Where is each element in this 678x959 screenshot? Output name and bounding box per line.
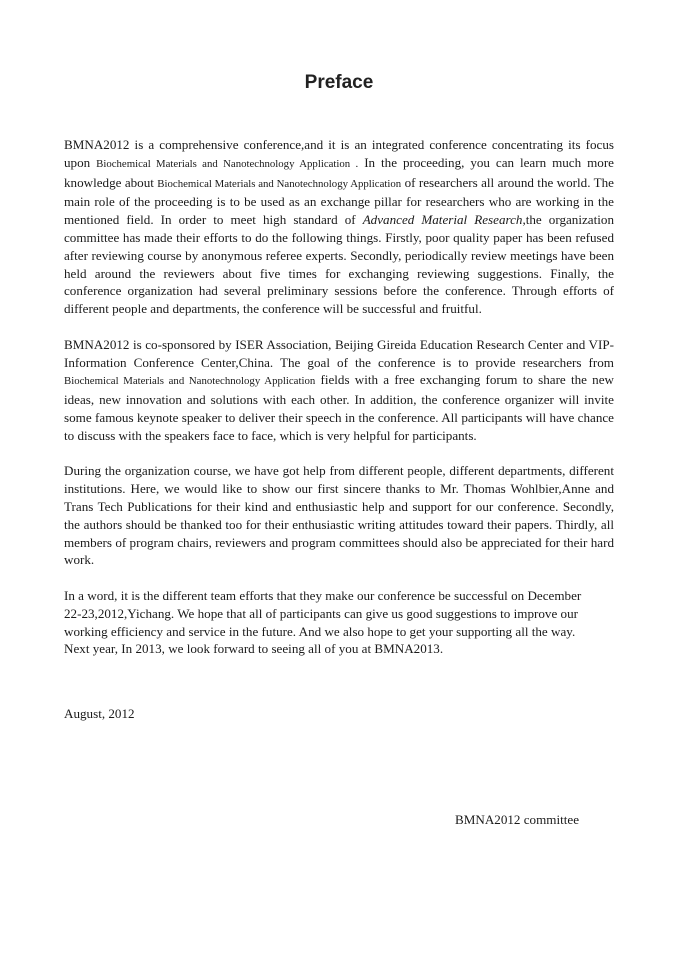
document-body [64, 136, 614, 676]
page-title: Preface [304, 72, 374, 93]
paragraph-1-text-b: In the proceeding, you can learn much more knowledge about [64, 154, 614, 190]
committee-signature: BMNA2012 committee [455, 812, 580, 827]
closing-line-1: In a word, it is the different team efforts that they make our conference be successful on December [64, 587, 582, 603]
paragraph-2 [64, 336, 614, 445]
paragraph-2-topic: Biochemical Materials and Nanotechnology Application [64, 375, 316, 388]
document-date: August, 2012 [64, 706, 135, 721]
paragraph-1 [64, 136, 614, 318]
paragraph-4 [64, 587, 614, 658]
paragraph-1-text-c: of researchers all around the world. The main role of the proceeding is to be used as an exchange pillar for researchers who are working in the mentioned field. In order to meet high standard of [64, 174, 614, 228]
paragraph-1-topic-2: Biochemical Materials and Nanotechnology Application [157, 177, 402, 190]
paragraph-2-text-a: BMNA2012 is co-sponsored by ISER Association, Beijing Gireida Education Research Center and VIP-Information Conference Center,China. The goal of the conference is to provide researchers from [64, 336, 614, 370]
paragraph-1-text-a: BMNA2012 is a comprehensive conference,and it is an integrated conference concentrating its focus upon [64, 137, 614, 170]
closing-line-4: Next year, In 2013, we look forward to seeing all of you at BMNA2013. [64, 641, 444, 657]
paragraph-1-text-d: the organization committee has made their efforts to do the following things. Firstly, poor quality paper has been refused after reviewing course by anonymous referee experts. Secondly, periodically review meetings have been held around the reviewers about five times for exchanging reviewing suggestions. Finally, the conference organization had several preliminary sessions before the conference. Through efforts of different people and departments, the conference will be successful and fruitful. [64, 212, 614, 317]
paragraph-1-journal-name: Advanced Material Research, [362, 212, 526, 228]
closing-line-2: 22-23,2012,Yichang. We hope that all of participants can give us good suggestions to improve our [64, 605, 578, 621]
closing-line-3: working efficiency and service in the future. And we also hope to get your supporting all the way. [64, 623, 576, 639]
paragraph-3 [64, 462, 614, 569]
paragraph-3-text: During the organization course, we have got help from different people, different departments, different institutions. Here, we would like to show our first sincere thanks to Mr. Thomas Wohlbier,Anne and Trans Tech Publications for their kind and enthusiastic help and support for our conference. Secondly, the authors should be thanked too for their enthusiastic writing attitudes toward their papers. Thirdly, all members of program chairs, reviewers and program committees should also be appreciated for their hard work. [64, 463, 614, 568]
paragraph-1-topic-1: Biochemical Materials and Nanotechnology Application . [96, 157, 359, 170]
paragraph-2-text-b: fields with a free exchanging forum to share the new ideas, new innovation and solutions with each other. In addition, the conference organizer will invite some famous keynote speaker to deliver their speech in the conference. All participants will have chance to discuss with the speakers face to face, which is very helpful for participants. [64, 372, 614, 443]
